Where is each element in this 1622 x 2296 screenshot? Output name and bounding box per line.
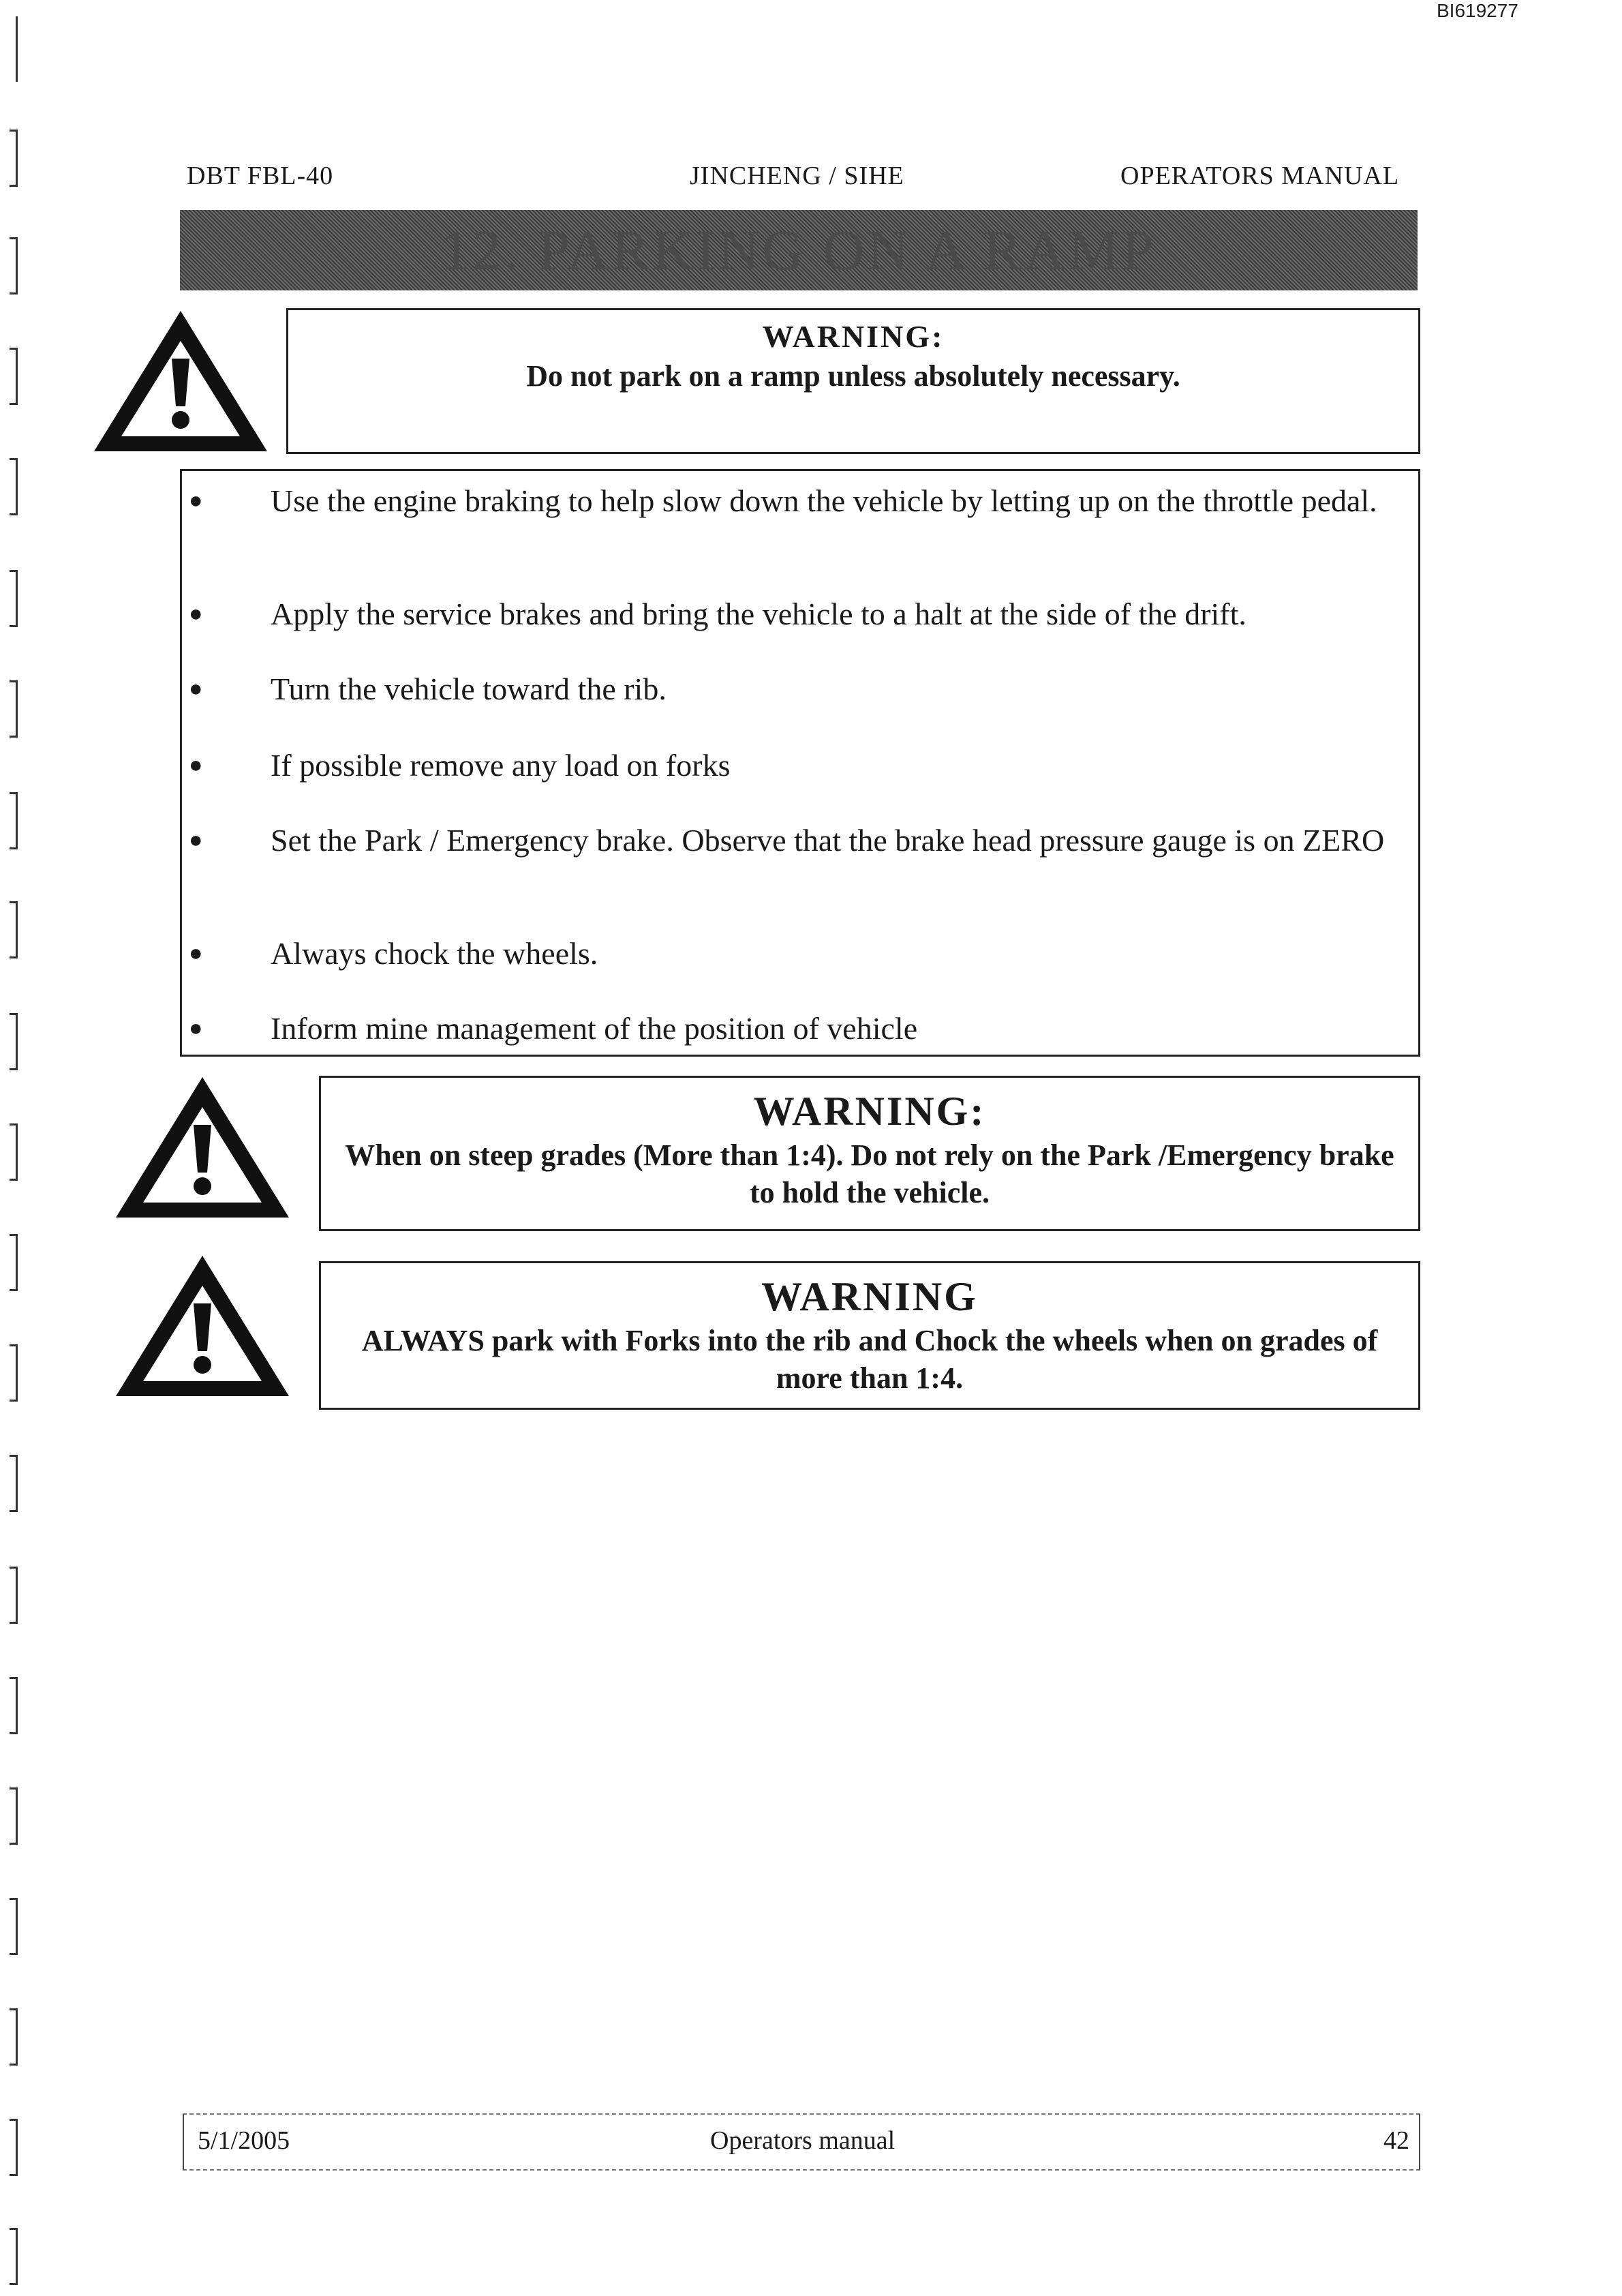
step-text: Use the engine braking to help slow down the vehicle by letting up on the throttle pedal. [271,483,1377,518]
footer-title: Operators manual [710,2126,896,2155]
binding-mark [10,1787,18,1845]
warning-box-ramp [286,308,1420,454]
binding-mark [10,2008,18,2066]
step-text: If possible remove any load on forks [271,748,731,783]
binding-mark [10,1898,18,1955]
page-footer [183,2113,1420,2171]
warning-title: WARNING: [762,319,945,354]
binding-mark [10,2228,18,2285]
bullet: ● [189,601,203,626]
step-text: Turn the vehicle toward the rib. [271,671,667,706]
binding-mark [10,1455,18,1512]
section-title: 12. PARKING ON A RAMP [441,218,1157,282]
document-id: BI619277 [1437,0,1518,21]
bullet: ● [189,676,203,701]
binding-mark [10,570,18,627]
page-number: 42 [1383,2126,1409,2155]
step-text: Set the Park / Emergency brake. Observe that the brake head pressure gauge is on ZERO [271,823,1385,858]
header-model: DBT FBL-40 [187,162,334,190]
section-title-bar [180,210,1418,290]
warning-box-steep-grades [319,1076,1420,1231]
step-text: Apply the service brakes and bring the vehicle to a halt at the side of the drift. [271,596,1246,631]
binding-mark [10,792,18,849]
warning-box-park-forks [319,1261,1420,1410]
warning-triangle-icon [110,1072,294,1223]
binding-mark [10,1677,18,1734]
bullet: ● [189,828,203,853]
warning-title: WARNING: [753,1089,986,1134]
step-text: Inform mine management of the position of vehicle [271,1011,918,1046]
warning-text: ALWAYS park with Forks into the rib and Chock the wheels when on grades of more than 1:4. [361,1324,1378,1395]
binding-mark [10,348,18,405]
step-text: Always chock the wheels. [271,936,598,971]
header-site: JINCHENG / SIHE [690,162,904,190]
binding-mark [10,1567,18,1624]
binding-mark [10,458,18,515]
warning-triangle-icon [110,1250,294,1402]
warning-text: When on steep grades (More than 1:4). Do not rely on the Park /Emergency brake to hold the vehicle. [345,1138,1394,1209]
binding-mark [10,16,18,82]
binding-mark [10,1013,18,1070]
bullet: ● [189,941,203,966]
binding-mark [10,901,18,958]
procedure-steps [180,469,1420,1057]
warning-title: WARNING [761,1274,978,1319]
binding-mark [10,680,18,738]
warning-text: Do not park on a ramp unless absolutely necessary. [526,359,1180,393]
warning-triangle-icon [89,305,273,457]
header-manual-title: OPERATORS MANUAL [1120,162,1400,190]
bullet: ● [189,488,203,513]
binding-mark [10,237,18,294]
binding-mark [10,1234,18,1291]
bullet: ● [189,753,203,778]
footer-date: 5/1/2005 [198,2126,290,2155]
binding-mark [10,1123,18,1181]
binding-mark [10,2119,18,2176]
binding-mark [10,130,18,187]
binding-mark [10,1344,18,1402]
bullet: ● [189,1016,203,1041]
